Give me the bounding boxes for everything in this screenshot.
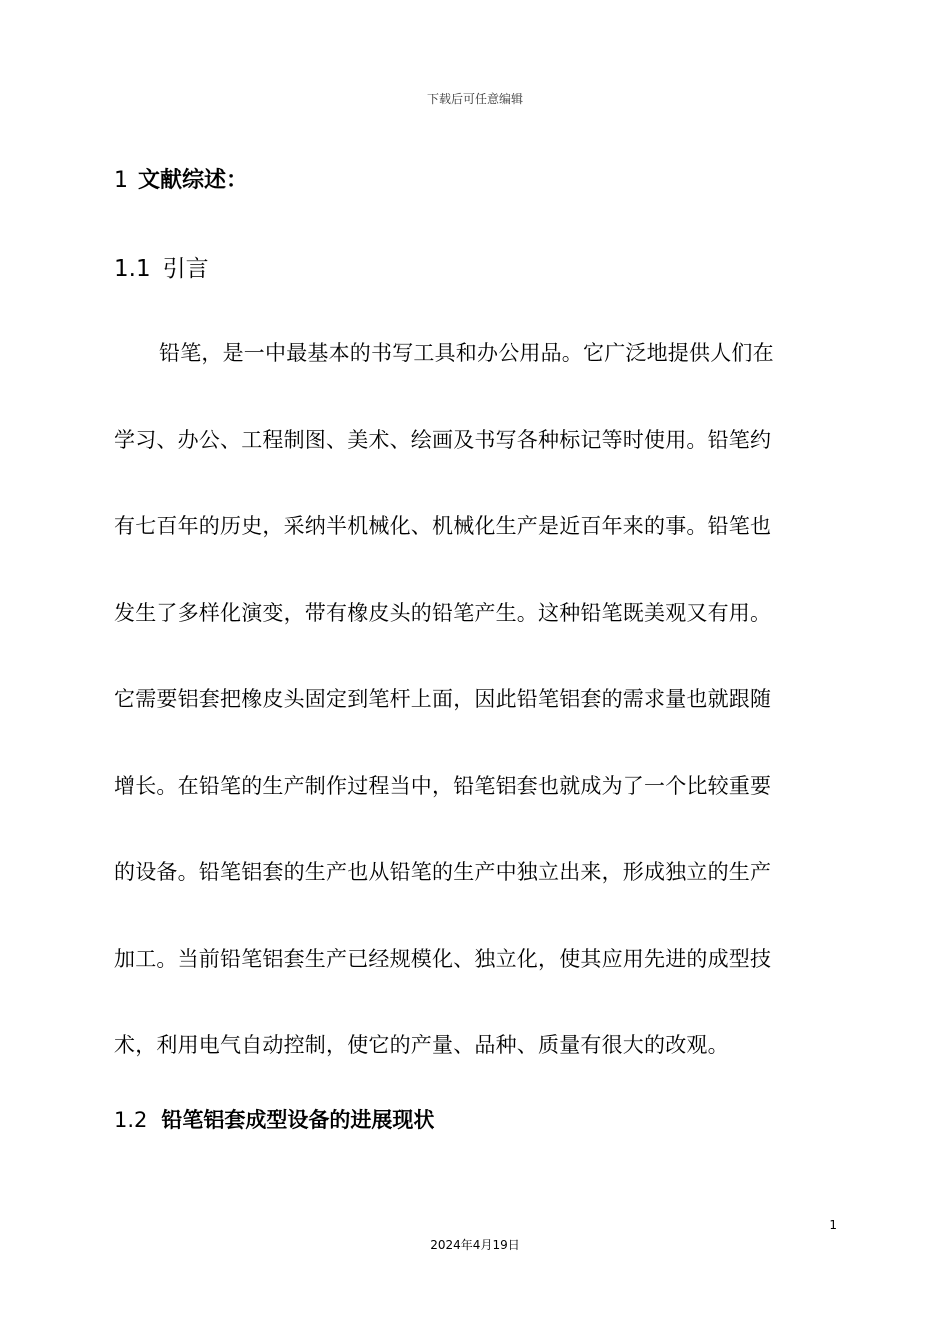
intro-paragraph: [114, 320, 838, 1099]
section-1-1-heading: [114, 250, 209, 283]
page-number: 1: [829, 1218, 837, 1232]
paragraph-line: 术，利用电气自动控制，使它的产量、品种、质量有很大的改观。: [114, 1033, 729, 1057]
section-1-2-number: 1.2: [114, 1108, 148, 1132]
header-note: 下载后可任意编辑: [426, 92, 523, 106]
section-1-1-title: 引言: [162, 256, 209, 282]
paragraph-line: 增长。在铅笔的生产制作过程当中，铅笔铝套也就成为了一个比较重要: [114, 773, 772, 798]
section-1-heading: [114, 163, 248, 194]
paragraph-line: 铅笔，是一中最基本的书写工具和办公用品。它广泛地提供人们在: [159, 341, 774, 365]
section-1-2-title: 铅笔铝套成型设备的进展现状: [161, 1108, 435, 1132]
section-1-2-heading: [114, 1104, 434, 1134]
footer-date: 2024年4月19日: [430, 1238, 520, 1252]
paragraph-line: 它需要铝套把橡皮头固定到笔杆上面，因此铅笔铝套的需求量也就跟随: [114, 687, 772, 711]
paragraph-line: 发生了多样化演变，带有橡皮头的铅笔产生。这种铅笔既美观又有用。: [114, 600, 772, 625]
section-1-1-number: 1.1: [114, 256, 151, 282]
paragraph-line: 有七百年的历史，采纳半机械化、机械化生产是近百年来的事。铅笔也: [114, 514, 772, 538]
paragraph-line: 加工。当前铅笔铝套生产已经规模化、独立化，使其应用先进的成型技: [114, 946, 772, 971]
paragraph-line: 学习、办公、工程制图、美术、绘画及书写各种标记等时使用。铅笔约: [114, 427, 772, 452]
paragraph-line: 的设备。铅笔铝套的生产也从铅笔的生产中独立出来，形成独立的生产: [114, 860, 772, 884]
section-1-number: 1: [114, 168, 128, 193]
section-1-title: 文献综述：: [138, 168, 249, 193]
